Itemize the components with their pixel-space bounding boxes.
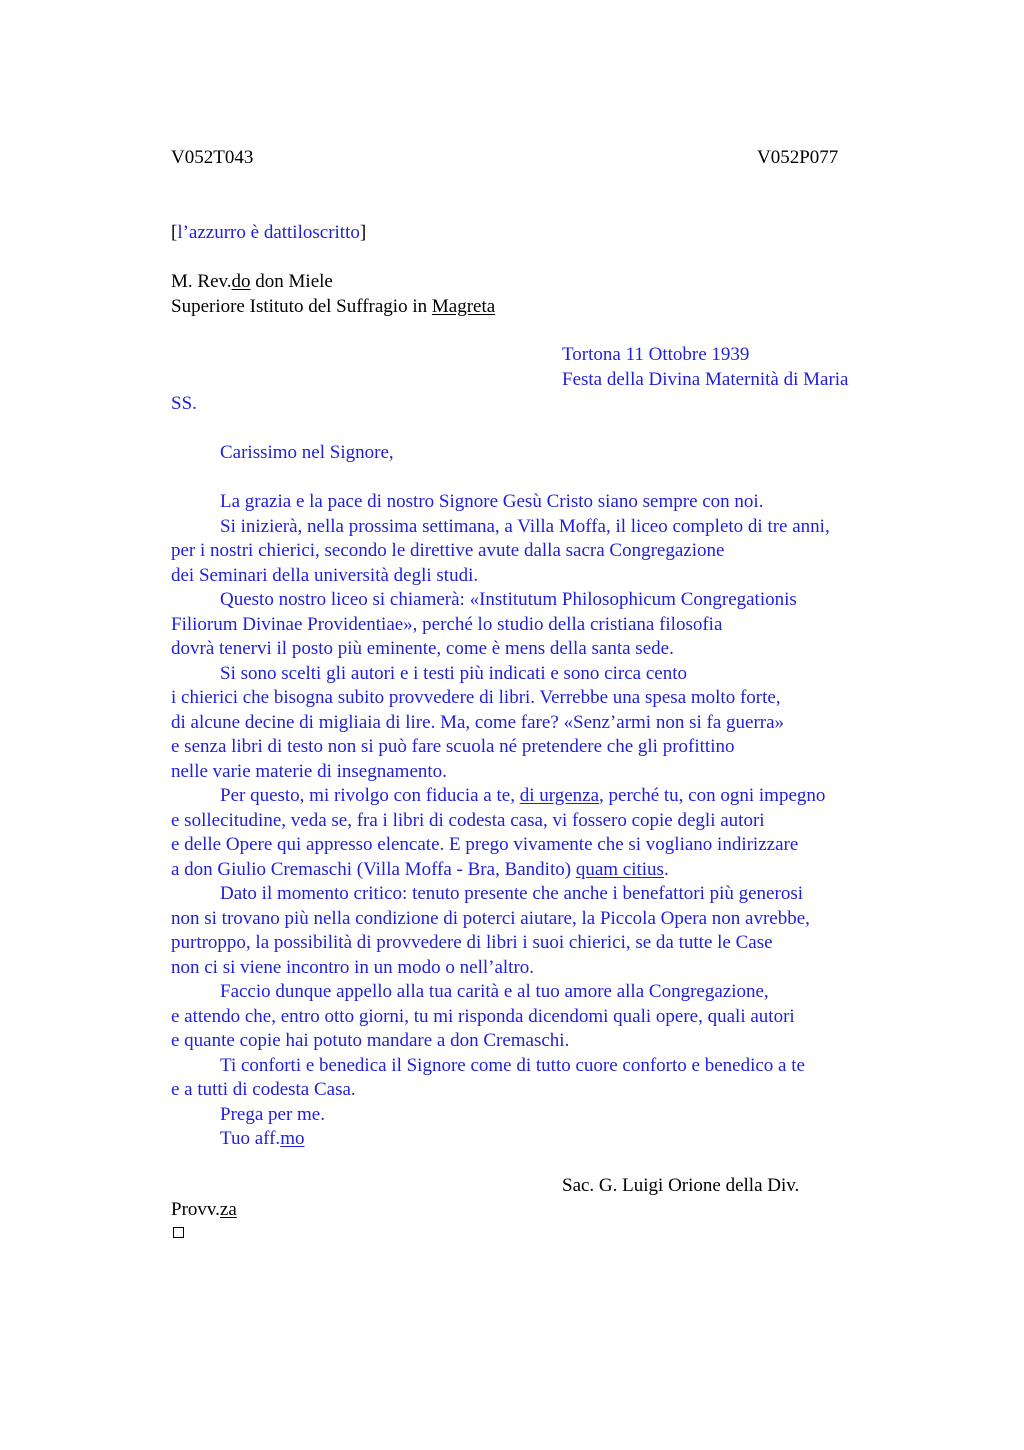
underlined-quam-citius: quam citius [575,858,664,880]
dateline-place-date: Tortona 11 Ottobre 1939 [562,344,750,365]
body-line: dei Seminari della università degli studi. [171,564,479,586]
body-line: Dato il momento critico: tenuto presente che anche i benefattori più generosi [220,883,803,904]
editor-note [171,221,366,246]
dateline-continuation: SS. [171,393,197,414]
body-line: i chierici che bisogna subito provvedere di libri. Verrebbe una spesa molto forte, [171,687,781,708]
dateline-feast: Festa della Divina Maternità di Maria [562,368,849,390]
body-line: Si sono scelti gli autori e i testi più indicati e sono circa cento [220,662,687,684]
body-line: non si trovano più nella condizione di poterci aiutare, la Piccola Opera non avrebbe, [171,907,810,929]
checkbox-square-icon [173,1227,184,1238]
body-line: a don Giulio Cremaschi (Villa Moffa - Bra, Bandito) quam citius. [171,858,669,880]
note-open-bracket: [ [171,222,178,243]
body-line: e quante copie hai potuto mandare a don Cremaschi. [171,1030,570,1051]
body-line: e senza libri di testo non si può fare scuola né pretendere che gli profittino [171,736,735,757]
addressee-line-1: M. Rev.do don Miele [171,271,333,292]
closing: Tuo aff.mo [220,1128,305,1149]
body-line: Prega per me. [220,1103,325,1125]
body-line: Ti conforti e benedica il Signore come di tutto cuore conforto e benedico a te [220,1054,805,1076]
body-line: Filiorum Divinae Providentiae», perché lo studio della cristiana filosofia [171,613,723,635]
addressee-line-2: Superiore Istituto del Suffragio in Magreta [171,295,496,317]
body-line: nelle varie materie di insegnamento. [171,760,447,782]
body-line: Si inizierà, nella prossima settimana, a Villa Moffa, il liceo completo di tre anni, [220,515,830,537]
signature-line-2: Provv.za [171,1199,237,1220]
document-code-left: V052T043 [171,147,254,168]
body-line: dovrà tenervi il posto più eminente, come è mens della santa sede. [171,638,674,659]
note-text: l’azzurro è dattiloscritto [177,222,360,243]
body-line: per i nostri chierici, secondo le direttive avute dalla sacra Congregazione [171,540,725,561]
addressee-block [171,270,495,319]
body-line: Questo nostro liceo si chiamerà: «Institutum Philosophicum Congregationis [220,589,797,610]
note-close-bracket: ] [359,222,367,243]
body-line: e attendo che, entro otto giorni, tu mi risponda dicendomi quali opere, quali autori [171,1005,795,1027]
body-line: purtroppo, la possibilità di provvedere di libri i suoi chierici, se da tutte le Case [171,932,773,953]
dateline [562,343,849,392]
body-line: e delle Opere qui appresso elencate. E prego vivamente che si vogliano indirizzare [171,834,799,855]
body-line: e a tutti di codesta Casa. [171,1079,356,1100]
body-line: di alcune decine di migliaia di lire. Ma, come fare? «Senz’armi non si fa guerra» [171,711,785,733]
letter-body [171,490,830,1152]
body-line: Per questo, mi rivolgo con fiducia a te, di urgenza, perché tu, con ogni impegno [220,785,826,806]
body-line: e sollecitudine, veda se, fra i libri di codesta casa, vi fossero copie degli autori [171,809,765,831]
body-line: non ci si viene incontro in un modo o nell’altro. [171,956,535,978]
underlined-di-urgenza: di urgenza [519,785,600,806]
signature-line-1: Sac. G. Luigi Orione della Div. [562,1175,800,1196]
body-line: Faccio dunque appello alla tua carità e al tuo amore alla Congregazione, [220,981,769,1002]
body-line: La grazia e la pace di nostro Signore Gesù Cristo siano sempre con noi. [220,491,764,512]
document-code-right: V052P077 [757,147,839,168]
salutation: Carissimo nel Signore, [220,442,394,463]
